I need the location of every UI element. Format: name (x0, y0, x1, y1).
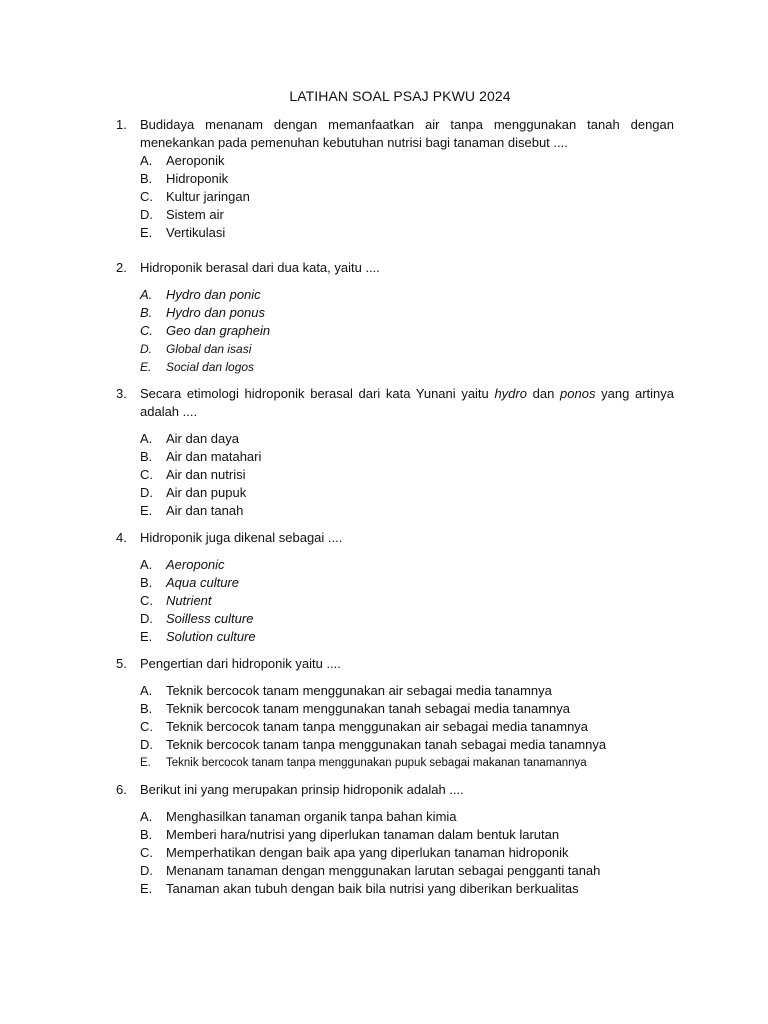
option-letter: D. (140, 737, 153, 752)
option-letter: B. (140, 701, 153, 716)
option-letter: B. (140, 305, 153, 320)
option-e (140, 224, 674, 242)
option-text: Aeroponik (166, 153, 225, 168)
option-text: Soilless culture (166, 611, 254, 626)
option-letter: B. (140, 827, 153, 842)
option-text: Air dan nutrisi (166, 467, 246, 482)
option-list (116, 286, 674, 376)
option-text: Teknik bercocok tanam tanpa menggunakan air sebagai media tanamnya (166, 719, 589, 734)
option-text: Vertikulasi (166, 225, 226, 240)
option-letter: A. (140, 809, 153, 824)
option-text: Air dan matahari (166, 449, 262, 464)
option-e (140, 628, 674, 646)
option-e (140, 502, 674, 520)
option-text: Teknik bercocok tanam menggunakan air sebagai media tanamnya (166, 683, 552, 698)
question-number: 1. (116, 117, 127, 132)
option-c (140, 718, 674, 736)
option-d (140, 206, 674, 224)
option-text: Kultur jaringan (166, 189, 250, 204)
option-list (116, 808, 674, 898)
option-a (140, 152, 674, 170)
option-letter: B. (140, 449, 153, 464)
question-5 (116, 655, 674, 772)
option-letter: A. (140, 683, 153, 698)
option-text: Hydro dan ponus (166, 305, 266, 320)
option-text: Hydro dan ponic (166, 287, 261, 302)
option-letter: B. (140, 171, 153, 186)
question-number: 4. (116, 530, 127, 545)
option-letter: E. (140, 757, 151, 769)
option-c (140, 844, 674, 862)
option-d (140, 340, 674, 358)
question-text-italic: ponos (560, 386, 596, 401)
option-letter: D. (140, 611, 153, 626)
option-b (140, 574, 674, 592)
option-b (140, 448, 674, 466)
question-text-italic: hydro (494, 386, 527, 401)
option-b (140, 304, 674, 322)
option-b (140, 170, 674, 188)
option-text: Menghasilkan tanaman organik tanpa bahan kimia (166, 809, 457, 824)
option-a (140, 556, 674, 574)
question-text: Budidaya menanam dengan memanfaatkan air tanpa menggunakan tanah dengan menekankan pada pemenuhan kebutuhan nutrisi bagi tanaman disebut .... (140, 117, 674, 150)
option-b (140, 826, 674, 844)
option-e (140, 754, 674, 772)
question-6 (116, 781, 674, 898)
option-b (140, 700, 674, 718)
option-text: Air dan pupuk (166, 485, 247, 500)
option-letter: D. (140, 207, 153, 222)
option-text: Menanam tanaman dengan menggunakan larutan sebagai pengganti tanah (166, 863, 601, 878)
question-number: 2. (116, 260, 127, 275)
option-letter: C. (140, 719, 153, 734)
question-text: Pengertian dari hidroponik yaitu .... (140, 656, 341, 671)
option-letter: E. (140, 881, 153, 896)
option-c (140, 466, 674, 484)
option-list (116, 152, 674, 242)
question-number: 6. (116, 782, 127, 797)
option-letter: A. (140, 557, 153, 572)
option-text: Sistem air (166, 207, 224, 222)
option-letter: D. (140, 485, 153, 500)
option-e (140, 358, 674, 376)
option-text: Social dan logos (166, 360, 255, 374)
question-1 (116, 116, 674, 242)
option-letter: C. (140, 189, 153, 204)
option-list (116, 556, 674, 646)
option-d (140, 610, 674, 628)
option-a (140, 682, 674, 700)
option-letter: C. (140, 845, 153, 860)
option-letter: E. (140, 503, 153, 518)
option-a (140, 430, 674, 448)
document-title: LATIHAN SOAL PSAJ PKWU 2024 (289, 88, 511, 104)
option-text: Memperhatikan dengan baik apa yang diperlukan tanaman hidroponik (166, 845, 569, 860)
option-c (140, 188, 674, 206)
option-letter: D. (140, 342, 152, 356)
option-text: Aeroponic (166, 557, 225, 572)
option-text: Nutrient (166, 593, 212, 608)
option-d (140, 736, 674, 754)
option-text: Tanaman akan tubuh dengan baik bila nutrisi yang diberikan berkualitas (166, 881, 579, 896)
option-a (140, 808, 674, 826)
question-text-part: yang artinya adalah .... (140, 386, 675, 419)
option-e (140, 880, 674, 898)
option-text: Teknik bercocok tanam tanpa menggunakan tanah sebagai media tanamnya (166, 737, 607, 752)
question-text: Hidroponik juga dikenal sebagai .... (140, 530, 343, 545)
question-text-part: dan (526, 386, 561, 401)
option-letter: C. (140, 323, 153, 338)
option-letter: B. (140, 575, 153, 590)
question-text-part: Secara etimologi hidroponik berasal dari kata Yunani yaitu (140, 386, 495, 401)
option-text: Hidroponik (166, 171, 229, 186)
option-d (140, 862, 674, 880)
option-c (140, 322, 674, 340)
option-text: Global dan isasi (166, 342, 252, 356)
option-text: Teknik bercocok tanam tanpa menggunakan pupuk sebagai makanan tanamannya (166, 757, 587, 769)
question-number: 3. (116, 386, 127, 401)
option-list (116, 430, 674, 520)
option-letter: C. (140, 467, 153, 482)
option-a (140, 286, 674, 304)
question-4 (116, 529, 674, 646)
question-text: Berikut ini yang merupakan prinsip hidroponik adalah .... (140, 782, 464, 797)
option-c (140, 592, 674, 610)
option-letter: C. (140, 593, 153, 608)
question-number: 5. (116, 656, 127, 671)
option-text: Air dan daya (166, 431, 239, 446)
question-3 (116, 385, 674, 520)
option-text: Air dan tanah (166, 503, 244, 518)
option-letter: A. (140, 153, 153, 168)
option-list (116, 682, 674, 772)
option-text: Memberi hara/nutrisi yang diperlukan tanaman dalam bentuk larutan (166, 827, 560, 842)
option-letter: E. (140, 360, 152, 374)
option-letter: D. (140, 863, 153, 878)
question-text (140, 385, 674, 421)
option-letter: A. (140, 431, 153, 446)
option-text: Teknik bercocok tanam menggunakan tanah sebagai media tanamnya (166, 701, 570, 716)
option-text: Geo dan graphein (166, 323, 271, 338)
option-d (140, 484, 674, 502)
option-text: Aqua culture (166, 575, 239, 590)
option-letter: E. (140, 225, 153, 240)
option-text: Solution culture (166, 629, 256, 644)
option-letter: A. (140, 287, 153, 302)
question-text: Hidroponik berasal dari dua kata, yaitu .... (140, 260, 380, 275)
option-letter: E. (140, 629, 153, 644)
question-2 (116, 259, 674, 376)
